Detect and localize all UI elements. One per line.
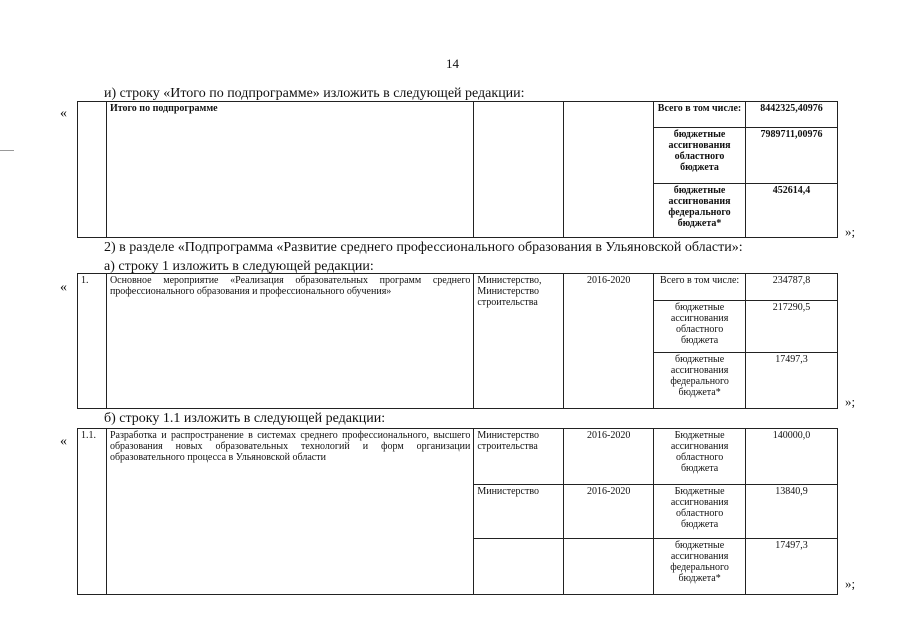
section-i-value-2: 452614,4 bbox=[746, 184, 838, 238]
section-a-heading: а) строку 1 изложить в следующей редакции: bbox=[104, 259, 374, 274]
section-b-table bbox=[77, 428, 838, 595]
section-a-open-quote: « bbox=[60, 280, 67, 295]
section-i-value-1: 7989711,00976 bbox=[746, 128, 838, 184]
section-a-close-quote: »; bbox=[845, 394, 856, 409]
section-b-value-1: 13840,9 bbox=[746, 485, 838, 539]
section-a-value-1: 217290,5 bbox=[746, 301, 838, 353]
section-i-number-cell bbox=[78, 102, 107, 238]
section-b-executor-0: Министерство строительства bbox=[474, 429, 564, 485]
section-i-row-label: Итого по подпрограмме bbox=[106, 102, 473, 238]
section-i-table bbox=[77, 101, 838, 238]
section-a-table bbox=[77, 273, 838, 409]
section-b-period-1: 2016-2020 bbox=[564, 485, 654, 539]
section-b-source-2: бюджетные ассигнования федерального бюджета* bbox=[654, 539, 746, 595]
section-b-source-1: Бюджетные ассигнования областного бюджета bbox=[654, 485, 746, 539]
section-i-value-0: 8442325,40976 bbox=[746, 102, 838, 128]
section-a-executor: Министерство, Министерство строительства bbox=[474, 274, 564, 409]
section-b-executor-1: Министерство bbox=[474, 485, 564, 539]
section-a-value-0: 234787,8 bbox=[746, 274, 838, 301]
section-i-source-0: Всего в том числе: bbox=[654, 102, 746, 128]
section-b-value-0: 140000,0 bbox=[746, 429, 838, 485]
section-b-number: 1.1. bbox=[78, 429, 107, 595]
section-b-open-quote: « bbox=[60, 434, 67, 449]
section-b-period-2 bbox=[564, 539, 654, 595]
section-a-source-2: бюджетные ассигнования федерального бюджета* bbox=[654, 353, 746, 409]
section-a-number: 1. bbox=[78, 274, 107, 409]
section-b-close-quote: »; bbox=[845, 576, 856, 591]
section-b-description: Разработка и распространение в системах среднего профессионального, высшего образования новых образовательных технологий и форм организации образовательного процесса в Ульяновской области bbox=[106, 429, 473, 595]
section-a-value-2: 17497,3 bbox=[746, 353, 838, 409]
section-i-heading: и) строку «Итого по подпрограмме» изложить в следующей редакции: bbox=[104, 86, 525, 101]
section-a-source-1: бюджетные ассигнования областного бюджета bbox=[654, 301, 746, 353]
section-i-close-quote: »; bbox=[845, 224, 856, 239]
section-a-period: 2016-2020 bbox=[564, 274, 654, 409]
section-i-executor-cell bbox=[474, 102, 564, 238]
section-i-source-1: бюджетные ассигнования областного бюджета bbox=[654, 128, 746, 184]
section-b-source-0: Бюджетные ассигнования областного бюджета bbox=[654, 429, 746, 485]
section-b-executor-2 bbox=[474, 539, 564, 595]
page-number: 14 bbox=[446, 56, 459, 71]
section-b-heading: б) строку 1.1 изложить в следующей редакции: bbox=[104, 411, 386, 426]
margin-mark bbox=[0, 150, 14, 151]
section-a-description: Основное мероприятие «Реализация образовательных программ среднего профессионального образования и профессионального обучения» bbox=[106, 274, 473, 409]
section-i-period-cell bbox=[564, 102, 654, 238]
section-b-value-2: 17497,3 bbox=[746, 539, 838, 595]
section-b-period-0: 2016-2020 bbox=[564, 429, 654, 485]
section-i-open-quote: « bbox=[60, 106, 67, 121]
section-i-source-2: бюджетные ассигнования федерального бюджета* bbox=[654, 184, 746, 238]
section-a-source-0: Всего в том числе: bbox=[654, 274, 746, 301]
section-2-heading: 2) в разделе «Подпрограмма «Развитие среднего профессионального образования в Ульяновской области»: bbox=[104, 240, 743, 255]
